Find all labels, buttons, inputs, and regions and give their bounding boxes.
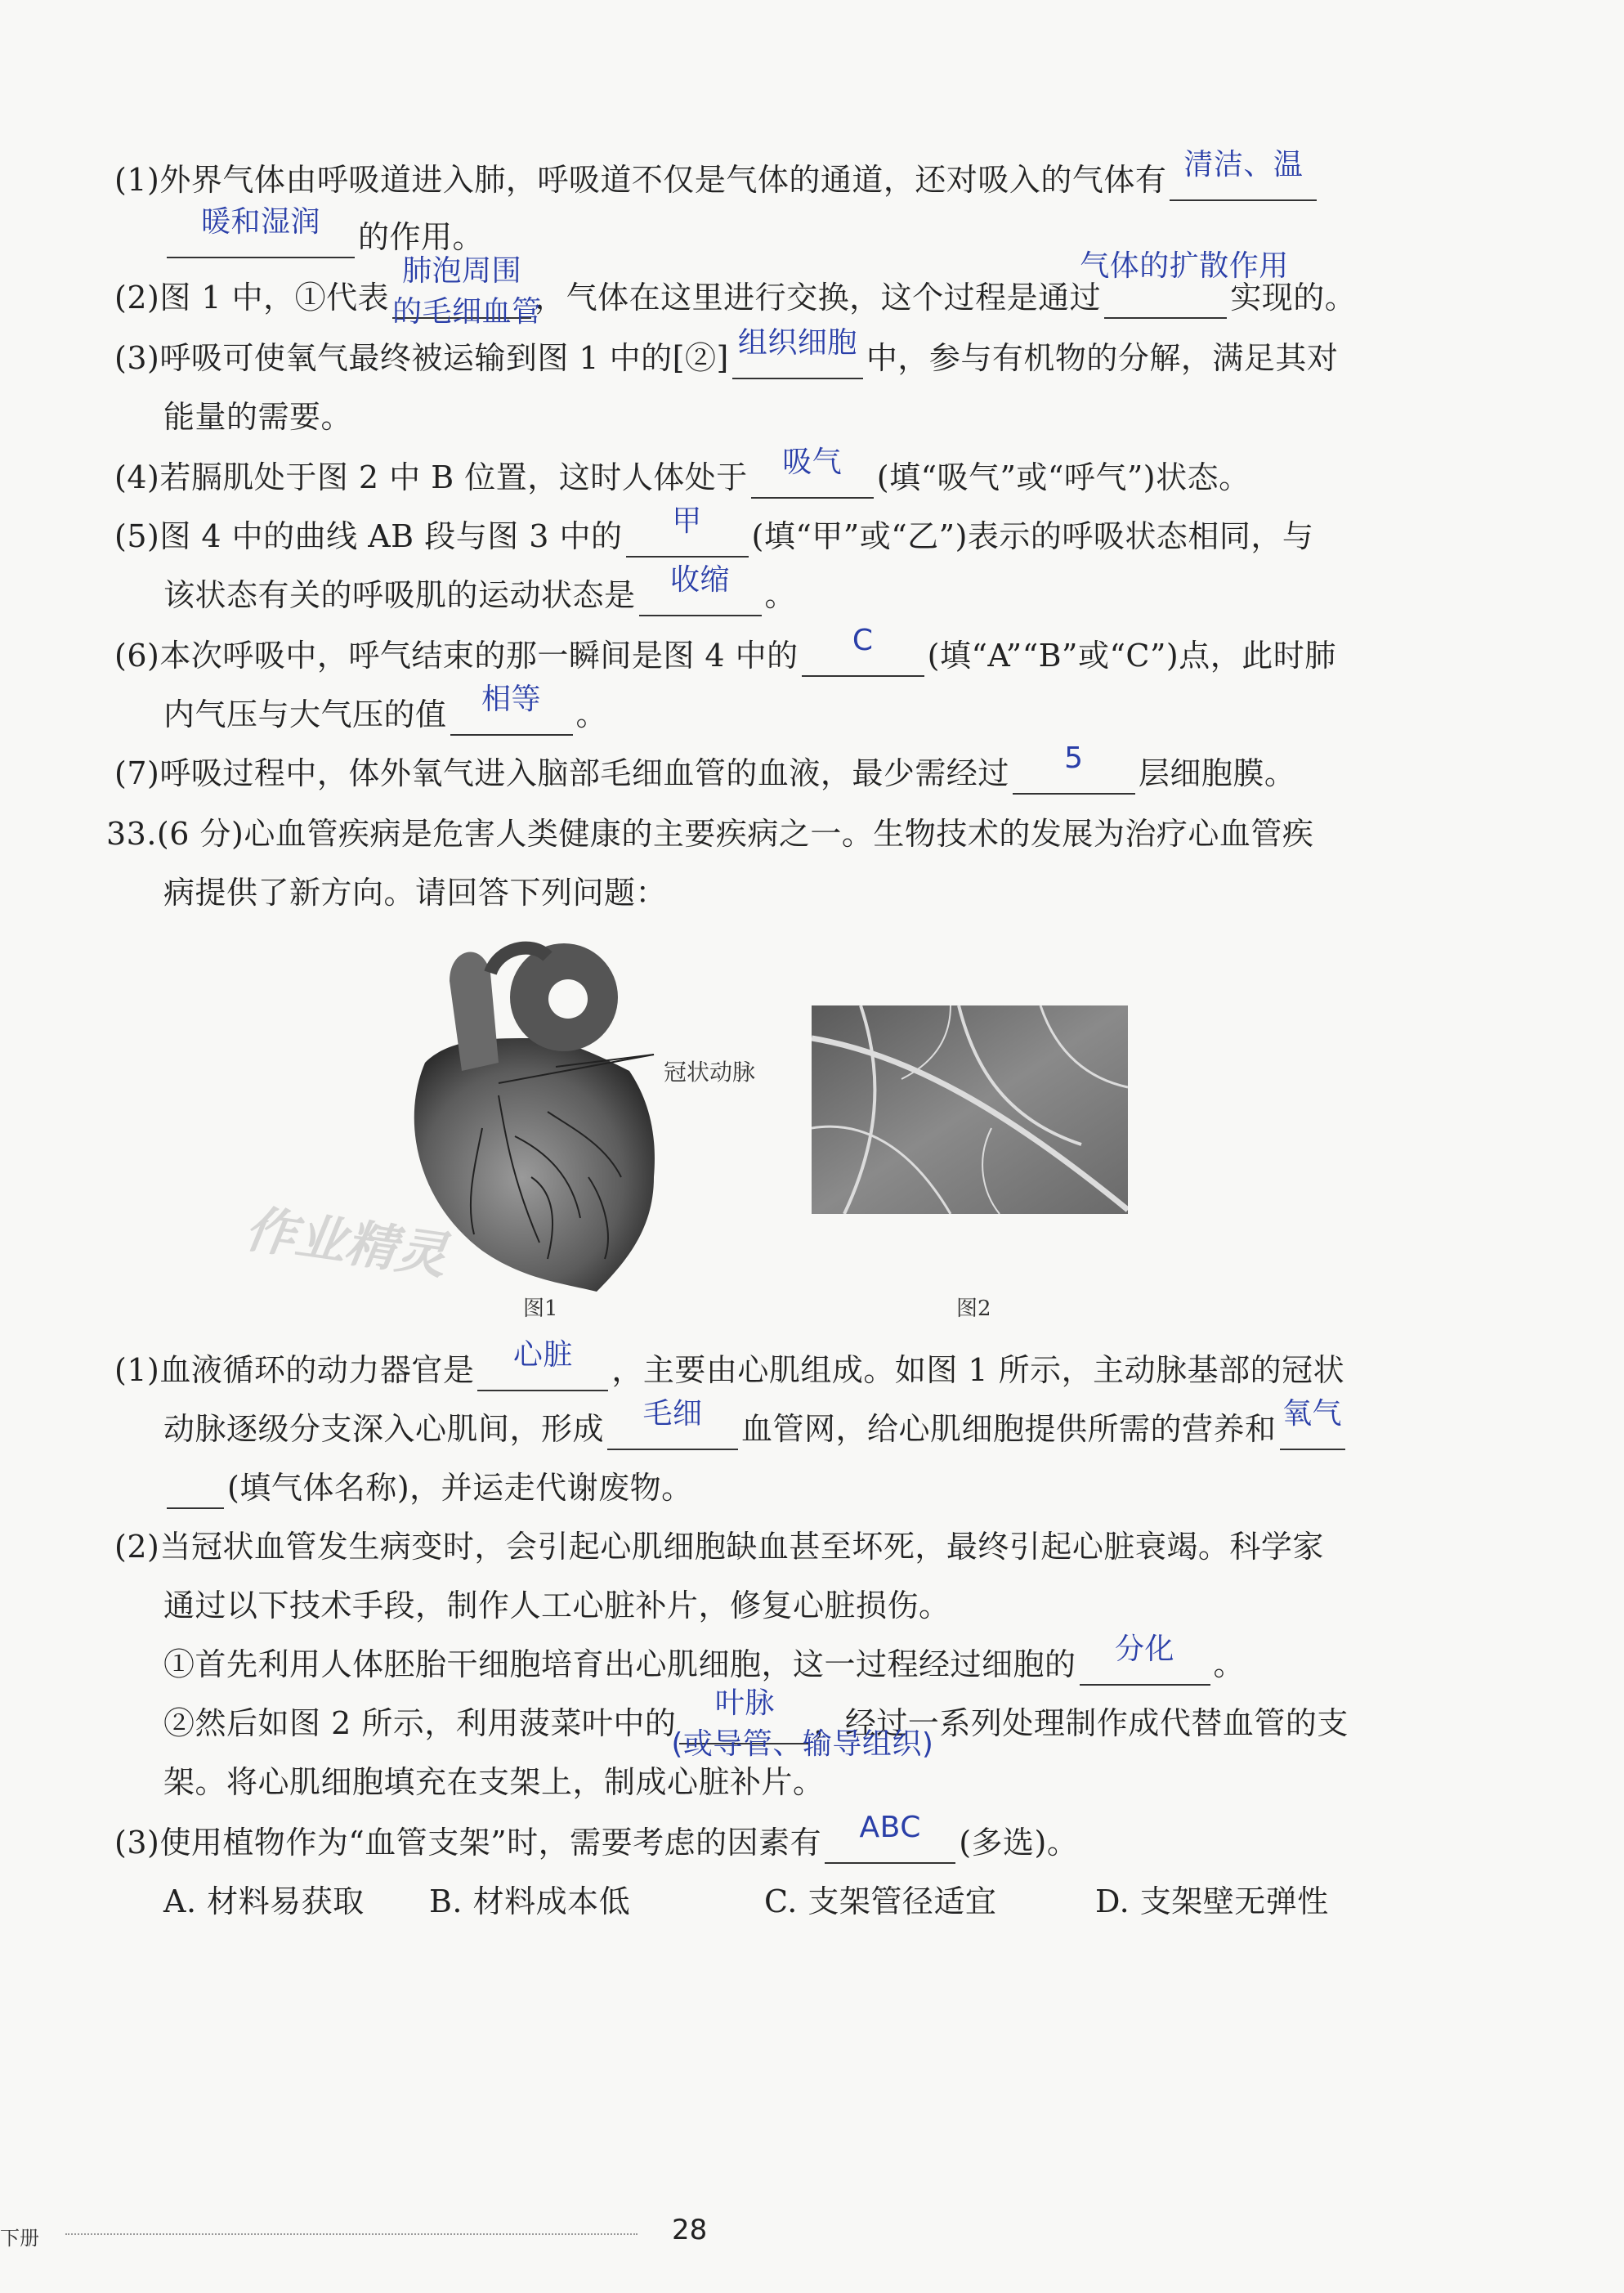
q32-6-line1: (6)本次呼吸中，呼气结束的那一瞬间是图 4 中的 C (填“A”“B”或“C”)点，此时肺: [114, 634, 1336, 677]
q32-2-blank2: [1080, 249, 1289, 319]
q32-6-answer2: 相等: [481, 683, 542, 716]
q32-5-answer2: 收缩: [670, 563, 731, 597]
q32-1-text: (1)外界气体由呼吸道进入肺，呼吸道不仅是气体的通道，还对吸入的气体有: [114, 162, 1167, 198]
q32-5-line1: (5)图 4 中的曲线 AB 段与图 3 中的 甲 (填“甲”或“乙”)表示的呼吸状态相同，与: [114, 515, 1313, 558]
q33-3-option-b: B. 材料成本低: [429, 1883, 631, 1919]
q32-1-answer-b: 暖和湿润: [200, 205, 320, 239]
q33-3-blank: [825, 1811, 955, 1864]
q32-6-blank2: [450, 683, 573, 736]
q33-1-blank2: [607, 1397, 738, 1450]
q32-4-blank: [751, 446, 874, 499]
q32-5-line2: 该状态有关的呼吸肌的运动状态是 收缩 。: [163, 574, 796, 616]
q33-1-answer2: 毛细: [642, 1397, 703, 1431]
q33-2-line1: (2)当冠状血管发生病变时，会引起心肌细胞缺血甚至坏死，最终引起心脏衰竭。科学家: [114, 1529, 1324, 1565]
q33-stem-line2: 病提供了新方向。请回答下列问题：: [163, 875, 668, 911]
q32-6-blank1: [802, 624, 924, 677]
q32-5-answer1: 甲: [672, 504, 702, 538]
watermark: 作业精灵: [241, 1198, 451, 1286]
q32-4-line: (4)若膈肌处于图 2 中 B 位置，这时人体处于 吸气 (填“吸气”或“呼气”)状态。: [114, 456, 1250, 499]
q32-7-blank: [1013, 741, 1135, 795]
q32-1-blank: [1170, 148, 1317, 201]
q32-6-line2: 内气压与大气压的值 相等 。: [163, 693, 607, 736]
q32-3-blank: [732, 326, 863, 379]
q33-3-option-d: D. 支架壁无弹性: [1095, 1883, 1329, 1919]
figure1-caption: 图1: [523, 1297, 558, 1321]
q33-2-step1: ①首先利用人体胚胎干细胞培育出心肌细胞，这一过程经过细胞的 分化 。: [163, 1643, 1245, 1686]
q33-2-step2-cont: 架。将心肌细胞填充在支架上，制成心脏补片。: [163, 1764, 825, 1800]
footer-volume-label: 下册: [0, 2227, 39, 2250]
q33-stem-line1: 33.(6 分)心血管疾病是危害人类健康的主要疾病之一。生物技术的发展为治疗心血管疾: [106, 816, 1314, 852]
q33-1-blank1: [477, 1338, 608, 1391]
q32-2-blank1: [392, 254, 542, 329]
q33-2-blank2: [671, 1686, 934, 1761]
q33-2-blank1: [1080, 1632, 1210, 1686]
q33-3-option-c: C. 支架管径适宜: [764, 1883, 997, 1919]
q33-1-blank3: [1280, 1397, 1345, 1450]
spinach-leaf-figure: [812, 1005, 1128, 1214]
q32-2-answer1-b: 的毛细血管: [392, 295, 542, 329]
q32-1-line1: [114, 148, 1320, 201]
q33-3-answer: ABC: [859, 1811, 921, 1844]
q33-1-answer1: 心脏: [512, 1338, 573, 1372]
q32-3-line1: (3)呼吸可使氧气最终被运输到图 1 中的[②] 组织细胞 中，参与有机物的分解，满足其对: [114, 337, 1338, 379]
q33-1-answer3: 氧气: [1282, 1397, 1343, 1431]
q33-3-line: (3)使用植物作为“血管支架”时，需要考虑的因素有 ABC (多选)。: [114, 1821, 1078, 1864]
q33-2-answer2-a: 叶脉: [714, 1686, 775, 1720]
q33-1-line2: 动脉逐级分支深入心肌间，形成 毛细 血管网，给心肌细胞提供所需的营养和 氧气: [163, 1408, 1349, 1450]
q32-3-line2: 能量的需要。: [163, 399, 353, 435]
q32-2-line: (2)图 1 中，①代表 肺泡周围 的毛细血管 ，气体在这里进行交换，这个过程是通过 气体的扩散作用 实现的。: [114, 276, 1356, 319]
q32-7-answer: 5: [1064, 741, 1084, 775]
q33-2-answer2-b: (或导管、输导组织): [671, 1727, 934, 1761]
q32-6-answer1: C: [852, 624, 874, 657]
q32-5-blank1: [626, 504, 749, 558]
footer-dotted-rule: [65, 2233, 638, 2235]
q32-2-answer2: 气体的扩散作用: [1080, 249, 1289, 283]
q32-1-answer-a: 清洁、温: [1183, 148, 1304, 181]
q33-3-option-a: A. 材料易获取: [163, 1883, 365, 1919]
q33-2-answer1: 分化: [1115, 1632, 1175, 1666]
q33-1-line3: (填气体名称)，并运走代谢废物。: [163, 1467, 693, 1509]
q32-5-blank2: [639, 563, 762, 616]
q33-2-step2: ②然后如图 2 所示，利用菠菜叶中的 叶脉 (或导管、输导组织) ，经过一系列处理制作成代替血管的支: [163, 1702, 1349, 1744]
q33-1-line1: (1)血液循环的动力器官是 心脏 ，主要由心肌组成。如图 1 所示，主动脉基部的冠状: [114, 1349, 1344, 1391]
q32-1-line2: 暖和湿润 的作用。: [163, 216, 484, 258]
figure2-caption: 图2: [956, 1297, 991, 1321]
q32-2-answer1-a: 肺泡周围: [402, 254, 522, 288]
q32-4-answer: 吸气: [782, 446, 843, 479]
q32-3-answer: 组织细胞: [737, 326, 857, 360]
q33-2-line2: 通过以下技术手段，制作人工心脏补片，修复心脏损伤。: [163, 1588, 951, 1623]
q32-7-line: (7)呼吸过程中，体外氧气进入脑部毛细血管的血液，最少需经过 5 层细胞膜。: [114, 752, 1295, 795]
coronary-artery-label: 冠状动脉: [664, 1059, 756, 1086]
page-number: 28: [672, 2214, 708, 2246]
